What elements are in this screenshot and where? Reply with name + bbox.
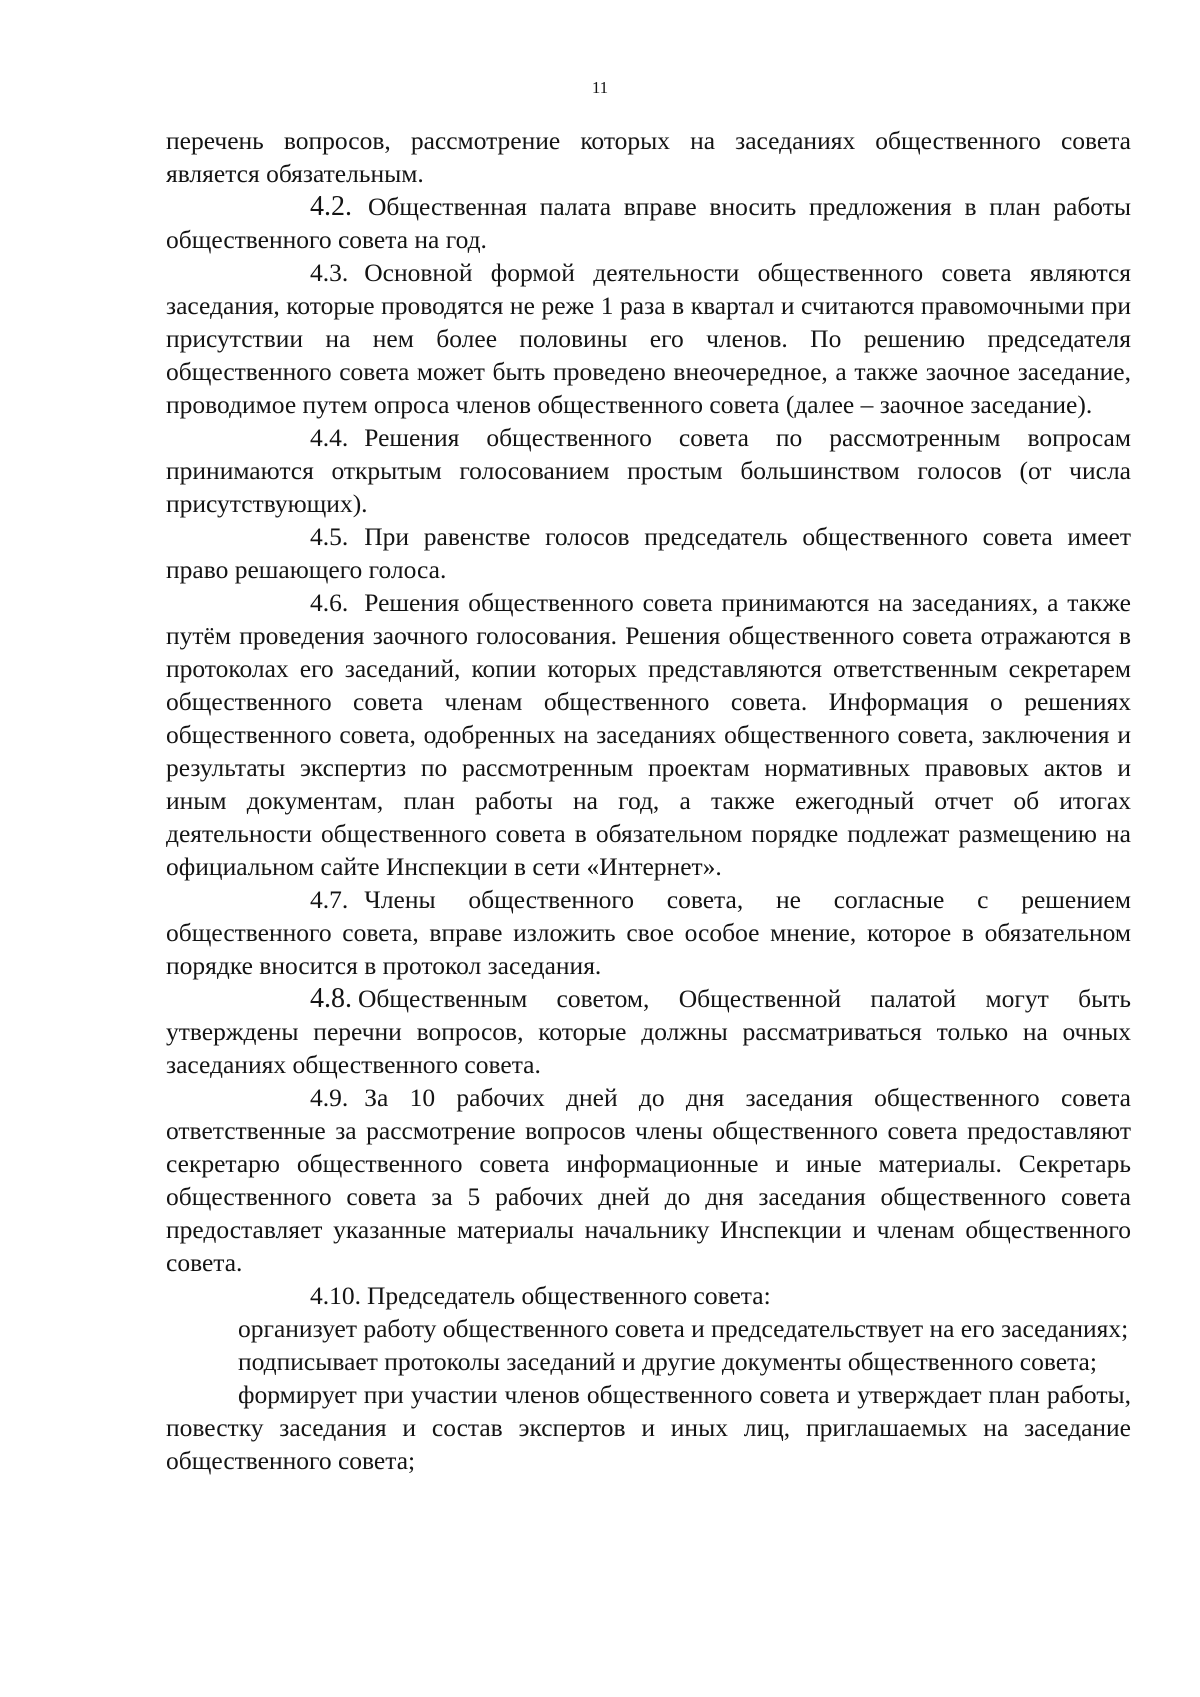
list-item-duty <box>166 1312 1131 1345</box>
clause-4-9 <box>166 1081 1131 1279</box>
clause-text: За 10 рабочих дней до дня заседания общественного совета ответственные за рассмотрение вопросов члены общественного совета предоставляют секретарю общественного совета информационные и иные материалы. Секретарь общественного совета за 5 рабочих дней до дня заседания общественного совета предоставляет указанные материалы начальнику Инспекции и членам общественного совета. <box>166 1083 1131 1277</box>
paragraph-continuation <box>166 124 1131 190</box>
clause-4-5 <box>166 520 1131 586</box>
clause-4-6 <box>166 586 1131 883</box>
clause-text: Решения общественного совета по рассмотренным вопросам принимаются открытым голосованием простым большинством голосов (от числа присутствующих). <box>166 423 1131 518</box>
clause-4-2 <box>166 190 1131 256</box>
clause-number: 4.9. <box>310 1083 349 1112</box>
list-item-text: формирует при участии членов общественного совета и утверждает план работы, повестку заседания и состав экспертов и иных лиц, приглашаемых на заседание общественного совета; <box>166 1380 1131 1475</box>
clause-text: Члены общественного совета, не согласные с решением общественного совета, вправе изложить свое особое мнение, которое в обязательном порядке вносится в протокол заседания. <box>166 885 1131 980</box>
clause-text: Общественным советом, Общественной палатой могут быть утверждены перечни вопросов, которые должны рассматриваться только на очных заседаниях общественного совета. <box>166 984 1131 1079</box>
list-item-duty <box>166 1378 1131 1477</box>
clause-4-7 <box>166 883 1131 982</box>
clause-text: При равенстве голосов председатель общественного совета имеет право решающего голоса. <box>166 522 1131 584</box>
clause-number: 4.5. <box>310 522 349 551</box>
clause-4-8 <box>166 982 1131 1081</box>
clause-number: 4.3. <box>310 258 349 287</box>
clause-4-10 <box>166 1279 1131 1312</box>
clause-number: 4.10. <box>310 1281 361 1310</box>
clause-number: 4.2. <box>310 191 352 222</box>
clause-text: Основной формой деятельности общественного совета являются заседания, которые проводятся не реже 1 раза в квартал и считаются правомочными при присутствии на нем более половины его членов. По решению председателя общественного совета может быть проведено внеочередное, а также заочное заседание, проводимое путем опроса членов общественного совета (далее – заочное заседание). <box>166 258 1131 419</box>
clause-text: Общественная палата вправе вносить предложения в план работы общественного совета на год. <box>166 192 1131 254</box>
list-item-text: подписывает протоколы заседаний и другие документы общественного совета; <box>238 1347 1097 1376</box>
list-item-duty <box>166 1345 1131 1378</box>
clause-number: 4.4. <box>310 423 349 452</box>
page-number: 11 <box>591 78 609 97</box>
clause-number: 4.7. <box>310 885 349 914</box>
clause-number: 4.8. <box>310 983 352 1014</box>
clause-text: Решения общественного совета принимаются на заседаниях, а также путём проведения заочного голосования. Решения общественного совета отражаются в протоколах его заседаний, копии которых представляются ответственным секретарем общественного совета членам общественного совета. Информация о решениях общественного совета, одобренных на заседаниях общественного совета, заключения и результаты экспертиз по рассмотренным проектам нормативных правовых актов и иным документам, план работы на год, а также ежегодный отчет об итогах деятельности общественного совета в обязательном порядке подлежат размещению на официальном сайте Инспекции в сети «Интернет». <box>166 588 1131 881</box>
document-body <box>166 124 1131 1477</box>
paragraph-text: перечень вопросов, рассмотрение которых на заседаниях общественного совета является обязательным. <box>166 126 1131 188</box>
clause-4-4 <box>166 421 1131 520</box>
clause-4-3 <box>166 256 1131 421</box>
list-item-text: организует работу общественного совета и председательствует на его заседаниях; <box>238 1314 1129 1343</box>
clause-number: 4.6. <box>310 588 349 617</box>
clause-text: Председатель общественного совета: <box>367 1281 771 1310</box>
